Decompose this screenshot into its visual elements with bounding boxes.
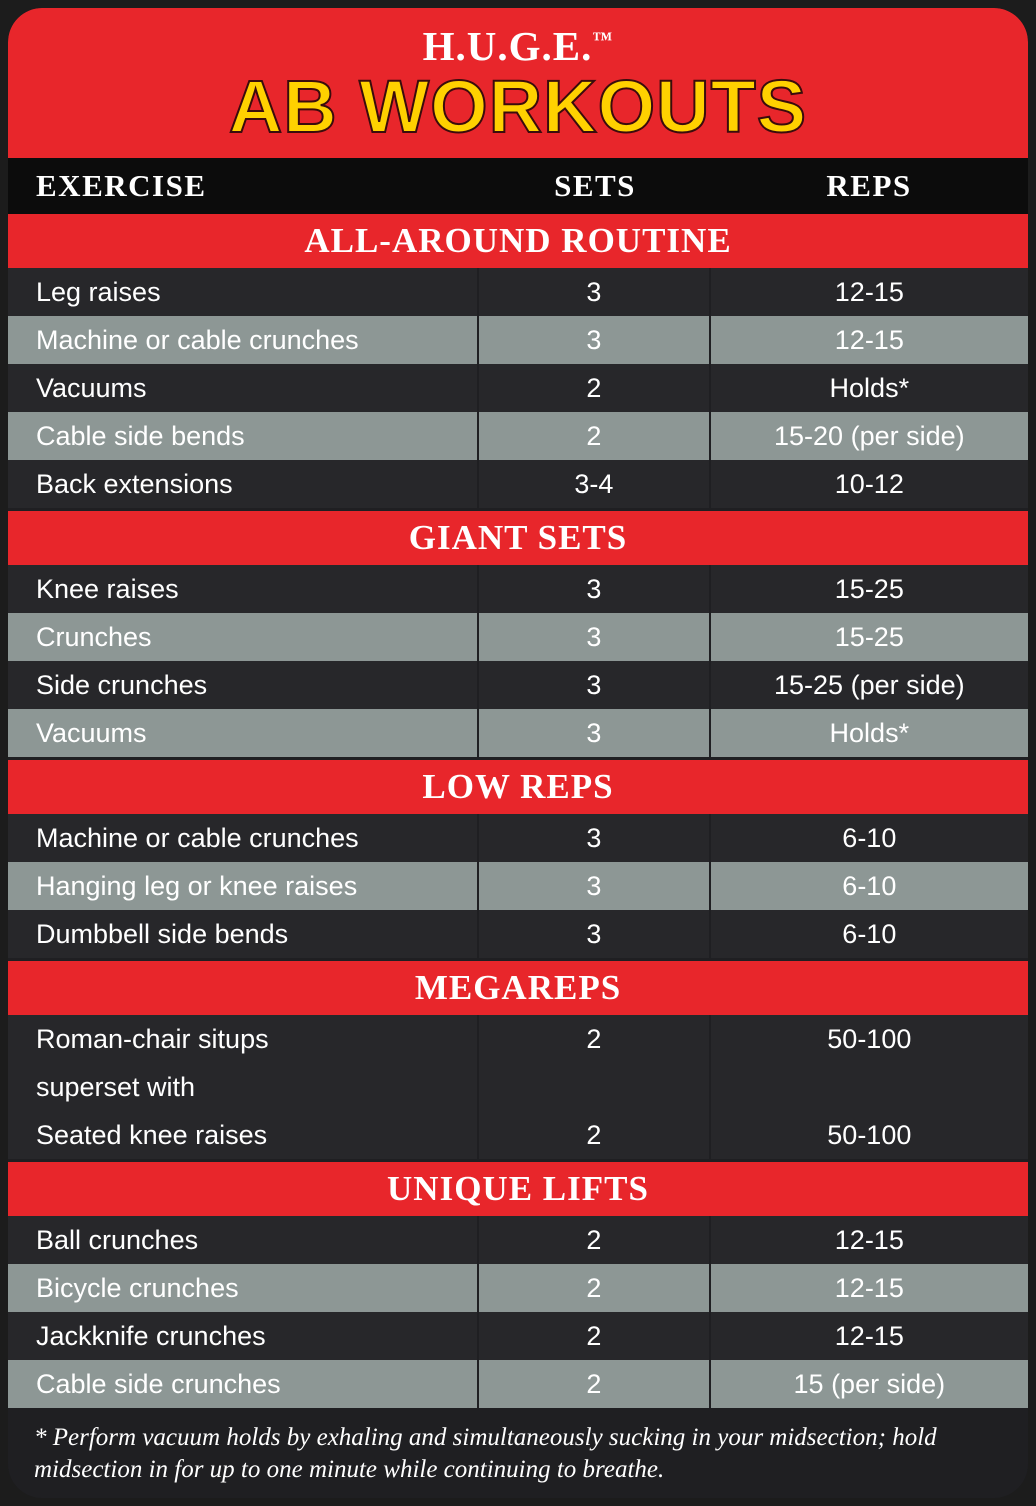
cell-sets: 3 xyxy=(479,910,711,958)
table-row xyxy=(8,613,1028,661)
cell-reps: 12-15 xyxy=(834,1272,904,1303)
cell-exercise: Vacuums xyxy=(8,709,479,757)
table-row xyxy=(8,1015,1028,1063)
cell-exercise: Jackknife crunches xyxy=(8,1312,479,1360)
cell-sets: 2 xyxy=(479,1264,711,1312)
section-title-unique-lifts: UNIQUE LIFTS xyxy=(8,1162,1028,1216)
poster-header xyxy=(8,8,1028,158)
table-row xyxy=(8,1360,1028,1408)
table-row xyxy=(8,460,1028,508)
cell-exercise: Seated knee raises xyxy=(8,1111,479,1159)
cell-reps: 12-15 xyxy=(834,276,904,307)
cell-reps: 50-100 xyxy=(827,1023,912,1054)
table-column-header xyxy=(8,158,1028,214)
cell-reps xyxy=(711,1063,1028,1111)
brand-text: H.U.G.E. xyxy=(422,23,593,69)
cell-reps: 15-25 xyxy=(834,573,904,604)
cell-sets xyxy=(479,1063,711,1111)
table-row xyxy=(8,1312,1028,1360)
table-row xyxy=(8,661,1028,709)
cell-sets: 2 xyxy=(479,1360,711,1408)
cell-sets: 3 xyxy=(479,709,711,757)
cell-sets: 3 xyxy=(479,316,711,364)
cell-exercise: Roman-chair situps xyxy=(8,1015,479,1063)
section-title-low-reps: LOW REPS xyxy=(8,760,1028,814)
cell-sets: 2 xyxy=(479,1312,711,1360)
table-row xyxy=(8,316,1028,364)
cell-reps: 12-15 xyxy=(834,324,904,355)
cell-sets: 3 xyxy=(479,613,711,661)
table-row xyxy=(8,412,1028,460)
cell-sets: 3 xyxy=(479,862,711,910)
column-header-reps: REPS xyxy=(826,168,912,204)
cell-exercise: Hanging leg or knee raises xyxy=(8,862,479,910)
cell-sets: 3 xyxy=(479,814,711,862)
workout-card xyxy=(8,8,1028,1498)
cell-exercise: Ball crunches xyxy=(8,1216,479,1264)
section-title-all-around-routine: ALL-AROUND ROUTINE xyxy=(8,214,1028,268)
cell-reps: Holds* xyxy=(829,717,910,748)
cell-reps: Holds* xyxy=(829,372,910,403)
page-title: AB WORKOUTS xyxy=(228,65,808,148)
brand-name xyxy=(422,23,614,69)
cell-reps: 50-100 xyxy=(827,1119,912,1150)
cell-sets: 3 xyxy=(479,268,711,316)
table-row xyxy=(8,364,1028,412)
cell-exercise: Cable side crunches xyxy=(8,1360,479,1408)
table-row xyxy=(8,268,1028,316)
cell-exercise: Crunches xyxy=(8,613,479,661)
cell-reps: 6-10 xyxy=(842,918,897,949)
cell-reps: 15 (per side) xyxy=(793,1368,946,1399)
cell-reps: 15-20 (per side) xyxy=(774,420,965,451)
cell-reps: 6-10 xyxy=(842,870,897,901)
column-header-exercise: EXERCISE xyxy=(36,168,207,204)
cell-exercise: Back extensions xyxy=(8,460,479,508)
cell-sets: 3 xyxy=(479,661,711,709)
section-title-megareps: MEGAREPS xyxy=(8,961,1028,1015)
cell-exercise: Knee raises xyxy=(8,565,479,613)
cell-sets: 2 xyxy=(479,1015,711,1063)
cell-exercise: Machine or cable crunches xyxy=(8,814,479,862)
table-row xyxy=(8,565,1028,613)
cell-exercise: Leg raises xyxy=(8,268,479,316)
cell-reps: 6-10 xyxy=(842,822,897,853)
cell-sets: 2 xyxy=(479,364,711,412)
section-title-giant-sets: GIANT SETS xyxy=(8,511,1028,565)
cell-exercise: Vacuums xyxy=(8,364,479,412)
cell-exercise: Dumbbell side bends xyxy=(8,910,479,958)
cell-exercise: Bicycle crunches xyxy=(8,1264,479,1312)
cell-reps: 15-25 (per side) xyxy=(774,669,965,700)
column-header-sets: SETS xyxy=(554,168,636,204)
cell-exercise: Side crunches xyxy=(8,661,479,709)
trademark-symbol: ™ xyxy=(592,28,614,51)
cell-reps: 12-15 xyxy=(834,1224,904,1255)
cell-exercise: superset with xyxy=(8,1063,479,1111)
cell-sets: 3-4 xyxy=(479,460,711,508)
cell-sets: 2 xyxy=(479,1216,711,1264)
table-row xyxy=(8,910,1028,958)
table-row xyxy=(8,1216,1028,1264)
cell-reps: 15-25 xyxy=(834,621,904,652)
table-row xyxy=(8,1264,1028,1312)
cell-exercise: Cable side bends xyxy=(8,412,479,460)
footnote: * Perform vacuum holds by exhaling and simultaneously sucking in your midsection; hold midsection in for up to one minute while continuing to breathe. xyxy=(8,1408,1028,1485)
cell-sets: 3 xyxy=(479,565,711,613)
table-row xyxy=(8,1063,1028,1111)
cell-exercise: Machine or cable crunches xyxy=(8,316,479,364)
cell-reps: 12-15 xyxy=(834,1320,904,1351)
table-row xyxy=(8,709,1028,757)
table-row xyxy=(8,862,1028,910)
cell-sets: 2 xyxy=(479,412,711,460)
cell-reps: 10-12 xyxy=(834,468,904,499)
cell-sets: 2 xyxy=(479,1111,711,1159)
table-row xyxy=(8,1111,1028,1159)
table-row xyxy=(8,814,1028,862)
